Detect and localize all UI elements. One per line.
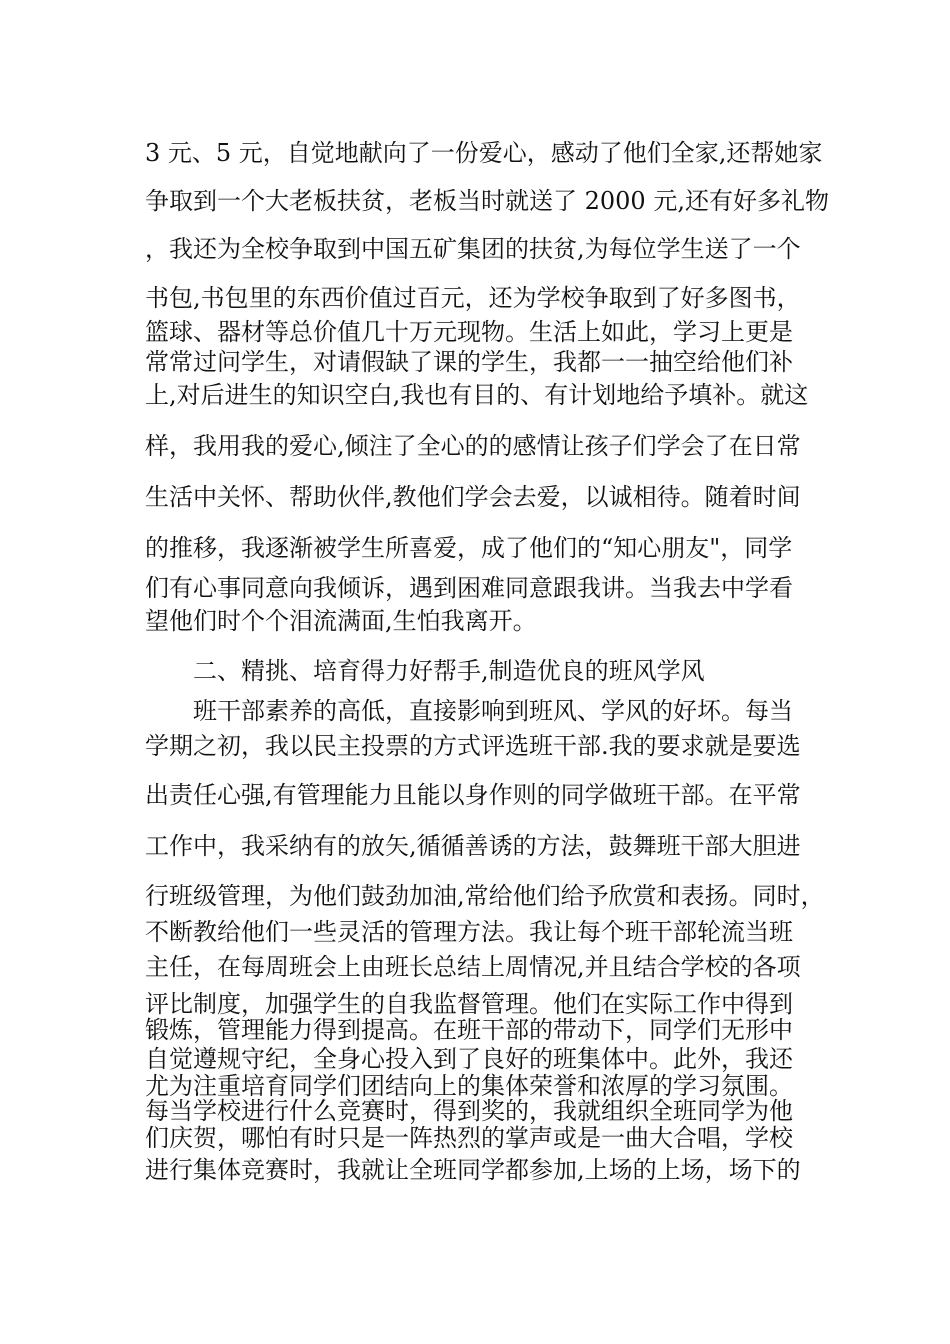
text-line: 不断教给他们一些灵活的管理方法。我让每个班干部轮流当班 <box>145 918 793 946</box>
text-line: 尤为注重培育同学们团结向上的集体荣誉和浓厚的学习氛围。 <box>145 1072 793 1100</box>
text-line: 3 元、5 元，自觉地献向了一份爱心，感动了他们全家,还帮她家 <box>145 139 823 167</box>
text-line: 争取到一个大老板扶贫，老板当时就送了 2000 元,还有好多礼物 <box>145 187 829 215</box>
text-line: 们有心事同意向我倾诉，遇到困难同意跟我讲。当我去中学看 <box>145 574 793 602</box>
text-line: 进行集体竞赛时，我就让全班同学都参加,上场的上场，场下的 <box>145 1156 801 1184</box>
text-line: 主任，在每周班会上由班长总结上周情况,并且结合学校的各项 <box>145 953 801 981</box>
text-line: 生活中关怀、帮助伙伴,教他们学会去爱，以诚相待。随着时间 <box>145 483 801 511</box>
text-line: 学期之初，我以民主投票的方式评选班干部.我的要求就是要选 <box>145 732 801 760</box>
text-line: 工作中，我采纳有的放矢,循循善诱的方法，鼓舞班干部大胆进 <box>145 832 801 860</box>
text-line: 常常过问学生，对请假缺了课的学生，我都一一抽空给他们补 <box>145 348 793 376</box>
text-line: 样，我用我的爱心,倾注了全心的的感情让孩子们学会了在日常 <box>145 432 801 460</box>
text-line: 书包,书包里的东西价值过百元，还为学校争取到了好多图书， <box>145 284 801 312</box>
text-line: 上,对后进生的知识空白,我也有目的、有计划地给予填补。就这 <box>145 381 809 409</box>
text-line: 的推移，我逐渐被学生所喜爱，成了他们的“知心朋友"，同学 <box>145 534 793 562</box>
text-line: 望他们时个个泪流满面,生怕我离开。 <box>145 607 537 635</box>
text-line: 自觉遵规守纪，全身心投入到了良好的班集体中。此外，我还 <box>145 1045 793 1073</box>
text-line: 评比制度，加强学生的自我监督管理。他们在实际工作中得到 <box>145 990 793 1018</box>
section-heading: 二、精挑、培育得力好帮手,制造优良的班风学风 <box>193 657 705 685</box>
text-line: ，我还为全校争取到中国五矿集团的扶贫,为每位学生送了一个 <box>145 235 801 263</box>
text-line: 们庆贺，哪怕有时只是一阵热烈的掌声或是一曲大合唱，学校 <box>145 1124 793 1152</box>
text-line: 篮球、器材等总价值几十万元现物。生活上如此，学习上更是 <box>145 318 793 346</box>
text-line: 出责任心强,有管理能力且能以身作则的同学做班干部。在平常 <box>145 781 801 809</box>
text-line: 班干部素养的高低，直接影响到班风、学风的好坏。每当 <box>193 697 793 725</box>
text-line: 行班级管理，为他们鼓劲加油,常给他们给予欣赏和表扬。同时， <box>145 882 825 910</box>
text-line: 每当学校进行什么竞赛时，得到奖的，我就组织全班同学为他 <box>145 1097 793 1125</box>
text-line: 锻炼，管理能力得到提高。在班干部的带动下，同学们无形中 <box>145 1016 793 1044</box>
